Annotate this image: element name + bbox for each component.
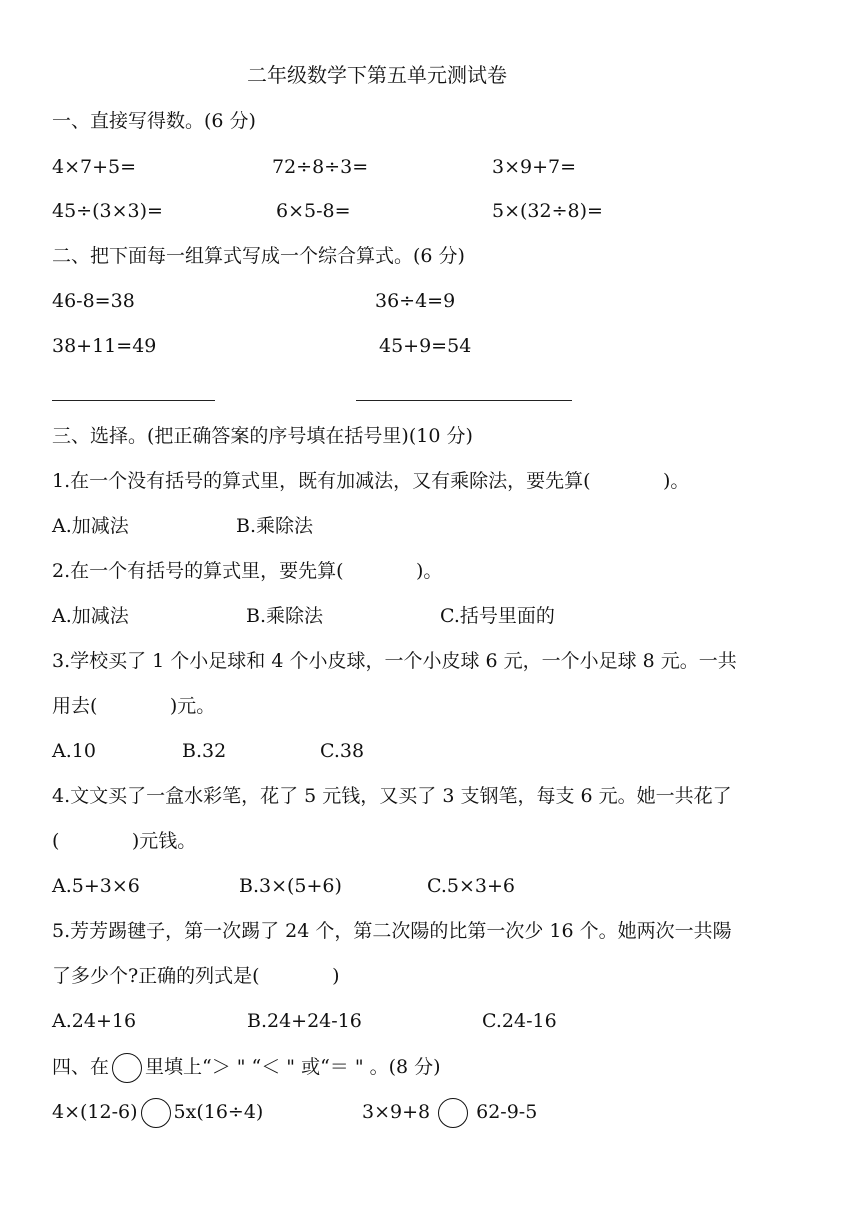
question-4-line-2: ( )元钱。 <box>52 830 197 852</box>
answer-line-2[interactable] <box>356 400 572 401</box>
q2-option-a: A.加减法 <box>52 605 129 627</box>
compare-2-left: 3×9+8 <box>362 1101 431 1123</box>
question-2: 2.在一个有括号的算式里，要先算( )。 <box>52 560 443 582</box>
section-4-heading-suffix: 里填上“＞ " “＜ " 或“＝ " 。(8 分) <box>145 1056 441 1078</box>
q5-option-b: B.24+24-16 <box>247 1010 362 1032</box>
problem-1-2: 72÷8÷3= <box>272 156 369 178</box>
compare-1-circle[interactable] <box>141 1098 171 1128</box>
answer-line-1[interactable] <box>52 400 215 401</box>
problem-1-6: 5×(32÷8)= <box>492 200 603 222</box>
section-1-heading: 一、直接写得数。(6 分) <box>52 110 256 132</box>
problem-1-1: 4×7+5= <box>52 156 137 178</box>
group-1-line-1: 46-8=38 <box>52 290 135 312</box>
section-4-heading <box>52 1053 441 1083</box>
question-1: 1.在一个没有括号的算式里，既有加减法，又有乘除法，要先算( )。 <box>52 470 690 492</box>
q4-option-a: A.5+3×6 <box>52 875 140 897</box>
q5-option-a: A.24+16 <box>52 1010 137 1032</box>
circle-blank-icon <box>112 1053 142 1083</box>
q1-option-b: B.乘除法 <box>236 515 314 537</box>
compare-2-right: 62-9-5 <box>476 1101 538 1123</box>
group-2-line-1: 36÷4=9 <box>375 290 456 312</box>
question-5-line-1: 5.芳芳踢毽子，第一次踢了 24 个，第二次陽的比第一次少 16 个。她两次一共陽 <box>52 920 732 942</box>
problem-1-4: 45÷(3×3)= <box>52 200 163 222</box>
section-2-heading: 二、把下面每一组算式写成一个综合算式。(6 分) <box>52 245 465 267</box>
compare-2-circle[interactable] <box>438 1098 468 1128</box>
question-4-line-1: 4.文文买了一盒水彩笔，花了 5 元钱，又买了 3 支钢笔，每支 6 元。她一共花了 <box>52 785 732 807</box>
compare-item-2 <box>362 1098 537 1128</box>
compare-item-1 <box>52 1098 263 1128</box>
problem-1-5: 6×5-8= <box>276 200 351 222</box>
section-4-heading-prefix: 四、在 <box>52 1056 110 1078</box>
q3-option-b: B.32 <box>182 740 227 762</box>
q1-option-a: A.加减法 <box>52 515 129 537</box>
section-3-heading: 三、选择。(把正确答案的序号填在括号里)(10 分) <box>52 425 473 447</box>
question-3-line-1: 3.学校买了 1 个小足球和 4 个小皮球，一个小皮球 6 元，一个小足球 8 元。一共 <box>52 650 737 672</box>
problem-1-3: 3×9+7= <box>492 156 577 178</box>
q2-option-b: B.乘除法 <box>246 605 324 627</box>
question-3-line-2: 用去( )元。 <box>52 695 216 717</box>
q3-option-a: A.10 <box>52 740 96 762</box>
q5-option-c: C.24-16 <box>482 1010 557 1032</box>
group-1-line-2: 38+11=49 <box>52 335 157 357</box>
q4-option-b: B.3×(5+6) <box>239 875 342 897</box>
compare-1-left: 4×(12-6) <box>52 1101 138 1123</box>
q3-option-c: C.38 <box>320 740 365 762</box>
q4-option-c: C.5×3+6 <box>427 875 516 897</box>
q2-option-c: C.括号里面的 <box>440 605 555 627</box>
group-2-line-2: 45+9=54 <box>379 335 472 357</box>
question-5-line-2: 了多少个?正确的列式是( ) <box>52 965 340 987</box>
compare-1-right: 5x(16÷4) <box>173 1101 264 1123</box>
page-title: 二年级数学下第五单元测试卷 <box>247 63 507 87</box>
